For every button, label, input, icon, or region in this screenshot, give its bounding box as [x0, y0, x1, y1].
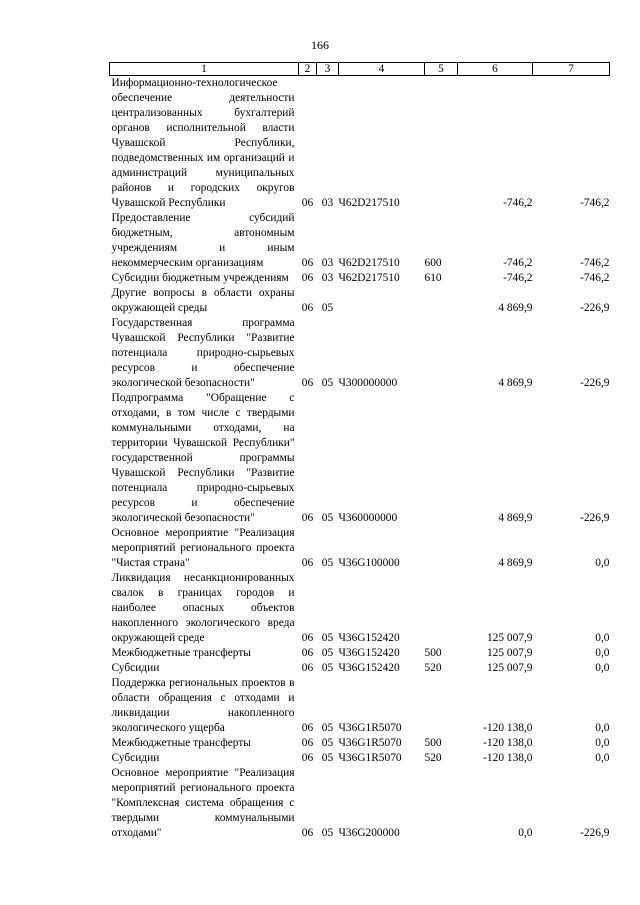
row-name: Государственная программа Чувашской Республики "Развитие потенциала природно-сырьевых ресурсов и обеспечение экологической безопасности" [111, 317, 295, 389]
row-expense-type: 600 [424, 257, 442, 269]
row-expense-type [425, 286, 458, 316]
row-sum-1: 4 869,9 [498, 377, 533, 389]
row-sum-1: 125 007,9 [486, 662, 533, 674]
row-expense-type [425, 76, 458, 212]
table-row [110, 76, 610, 212]
row-name: Межбюджетные трансферты [111, 647, 251, 659]
row-expense-type [425, 676, 458, 736]
row-podrazdel: 03 [321, 272, 334, 284]
row-expense-type: 500 [424, 737, 442, 749]
row-razdel: 06 [301, 662, 314, 674]
table-row [110, 736, 610, 751]
row-name: Субсидии [111, 752, 160, 764]
table-row [110, 661, 610, 676]
table-row [110, 316, 610, 391]
row-name: Другие вопросы в области охраны окружающей среды [111, 287, 295, 314]
table-row [110, 571, 610, 646]
row-sum-1: 125 007,9 [486, 632, 533, 644]
row-razdel: 06 [301, 827, 314, 839]
row-podrazdel: 05 [321, 737, 334, 749]
row-sum-1: 4 869,9 [498, 302, 533, 314]
table-row [110, 751, 610, 766]
row-sum-1: -120 138,0 [483, 752, 533, 764]
header-cell: 1 [110, 63, 299, 76]
row-sum-2: -746,2 [580, 272, 610, 284]
row-sum-2: 0,0 [595, 647, 610, 659]
row-target-article: Ч36G152420 [338, 647, 400, 659]
row-name: Подпрограмма "Обращение с отходами, в том числе с твердыми коммунальными отходами, на территории Чувашской Республики" государственной программы Чувашской Республики "Развитие потенциала природно-сырьевых ресурсов и обеспечение экологической безопасности" [111, 392, 295, 524]
row-razdel: 06 [301, 272, 314, 284]
row-target-article: Ч62D217510 [338, 272, 400, 284]
row-podrazdel: 05 [321, 557, 334, 569]
row-sum-2: 0,0 [595, 557, 610, 569]
row-sum-2: -746,2 [580, 257, 610, 269]
row-target-article: Ч36G200000 [338, 827, 400, 839]
row-sum-1: 0,0 [518, 827, 533, 839]
header-cell: 5 [425, 63, 458, 76]
row-sum-1: -746,2 [503, 197, 533, 209]
row-sum-1: -120 138,0 [483, 737, 533, 749]
table-row [110, 286, 610, 316]
row-expense-type: 520 [424, 662, 442, 674]
header-cell: 6 [458, 63, 533, 76]
row-podrazdel: 05 [321, 377, 334, 389]
row-sum-2: -226,9 [580, 302, 610, 314]
page-number: 166 [311, 38, 329, 52]
row-razdel: 06 [301, 197, 314, 209]
row-sum-2: 0,0 [595, 752, 610, 764]
header-cell: 3 [317, 63, 339, 76]
row-podrazdel: 03 [321, 197, 334, 209]
row-target-article: Ч36G1R5070 [338, 752, 402, 764]
row-podrazdel: 05 [321, 647, 334, 659]
row-razdel: 06 [301, 752, 314, 764]
row-target-article: Ч360000000 [338, 512, 398, 524]
row-target-article: Ч36G152420 [338, 632, 400, 644]
table-row [110, 391, 610, 526]
row-expense-type: 520 [424, 752, 442, 764]
table-body [110, 76, 610, 842]
row-podrazdel: 05 [321, 662, 334, 674]
table-header [110, 63, 610, 76]
row-razdel: 06 [301, 632, 314, 644]
row-razdel: 06 [301, 257, 314, 269]
row-sum-2: 0,0 [595, 737, 610, 749]
header-cell: 2 [299, 63, 317, 76]
row-name: Субсидии [111, 662, 160, 674]
row-sum-1: 125 007,9 [486, 647, 533, 659]
row-podrazdel: 05 [321, 632, 334, 644]
row-expense-type [425, 391, 458, 526]
row-name: Основное мероприятие "Реализация мероприятий регионального проекта "Чистая страна" [111, 527, 295, 569]
row-name: Основное мероприятие "Реализация мероприятий регионального проекта "Комплексная система обращения с твердыми коммунальными отходами" [111, 767, 295, 839]
row-podrazdel: 05 [321, 722, 334, 734]
row-target-article: Ч36G100000 [338, 557, 400, 569]
table-row [110, 766, 610, 841]
row-target-article: Ч62D217510 [338, 257, 400, 269]
row-expense-type: 610 [424, 272, 442, 284]
row-target-article: Ч62D217510 [338, 197, 400, 209]
row-sum-1: 4 869,9 [498, 557, 533, 569]
row-name: Предоставление субсидий бюджетным, автономным учреждениям и иным некоммерческим организациям [111, 212, 295, 269]
row-razdel: 06 [301, 377, 314, 389]
header-cell: 7 [533, 63, 610, 76]
row-name: Поддержка региональных проектов в области обращения с отходами и ликвидации накопленного экологического ущерба [111, 677, 295, 734]
row-razdel: 06 [301, 647, 314, 659]
row-sum-2: 0,0 [595, 632, 610, 644]
row-sum-2: -226,9 [580, 512, 610, 524]
row-podrazdel: 03 [321, 257, 334, 269]
row-sum-2: 0,0 [595, 722, 610, 734]
row-sum-1: -746,2 [503, 272, 533, 284]
budget-table [109, 62, 610, 841]
row-expense-type: 500 [424, 647, 442, 659]
table-row [110, 676, 610, 736]
row-podrazdel: 05 [321, 302, 334, 314]
row-name: Субсидии бюджетным учреждениям [111, 272, 289, 284]
table-row [110, 271, 610, 286]
row-razdel: 06 [301, 722, 314, 734]
row-target-article: Ч300000000 [338, 377, 398, 389]
row-expense-type [425, 526, 458, 571]
table-row [110, 646, 610, 661]
row-razdel: 06 [301, 737, 314, 749]
row-sum-1: -120 138,0 [483, 722, 533, 734]
row-sum-1: 4 869,9 [498, 512, 533, 524]
row-razdel: 06 [301, 557, 314, 569]
table-row [110, 211, 610, 271]
row-podrazdel: 05 [321, 512, 334, 524]
row-expense-type [425, 766, 458, 841]
row-podrazdel: 05 [321, 752, 334, 764]
header-cell: 4 [339, 63, 425, 76]
row-target-article [339, 286, 425, 316]
row-sum-2: 0,0 [595, 662, 610, 674]
row-expense-type [425, 571, 458, 646]
row-podrazdel: 05 [321, 827, 334, 839]
row-name: Межбюджетные трансферты [111, 737, 251, 749]
row-sum-2: -746,2 [580, 197, 610, 209]
row-sum-2: -226,9 [580, 827, 610, 839]
row-target-article: Ч36G152420 [338, 662, 400, 674]
row-target-article: Ч36G1R5070 [338, 722, 402, 734]
row-sum-2: -226,9 [580, 377, 610, 389]
row-razdel: 06 [301, 512, 314, 524]
table-row [110, 526, 610, 571]
row-expense-type [425, 316, 458, 391]
row-name: Ликвидация несанкционированных свалок в границах городов и наиболее опасных объектов накопленного экологического вреда окружающей среде [111, 572, 295, 644]
row-sum-1: -746,2 [503, 257, 533, 269]
row-razdel: 06 [301, 302, 314, 314]
row-name: Информационно-технологическое обеспечение деятельности централизованных бухгалтерий органов исполнительной власти Чувашской Республики, подведомственных им организаций и администраций муниципальных районов и городских округов Чувашской Республики [111, 77, 295, 209]
row-target-article: Ч36G1R5070 [338, 737, 402, 749]
